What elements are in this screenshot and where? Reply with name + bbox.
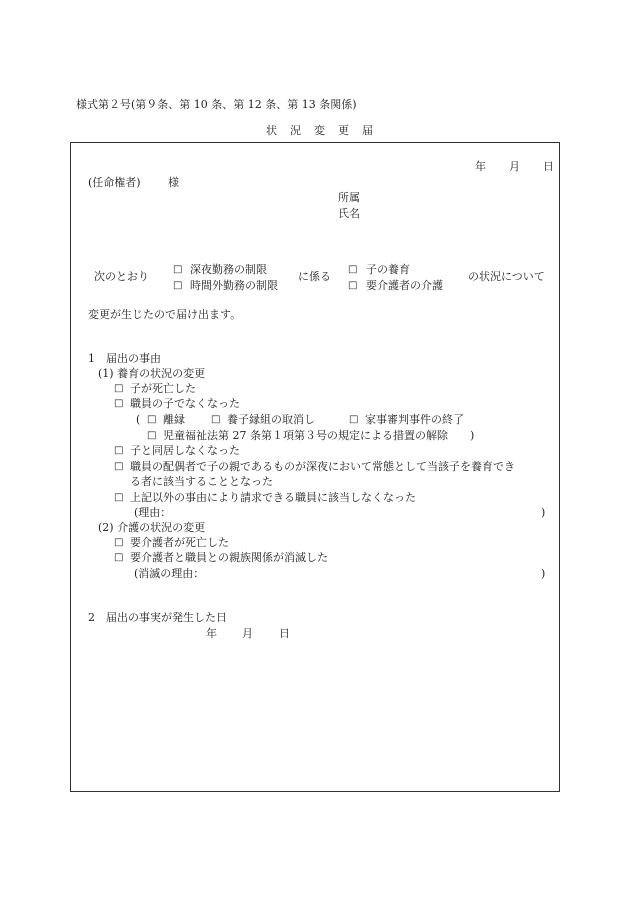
checkbox-care-recipient-died[interactable]: □ <box>114 537 124 548</box>
extinction-reason-label: (消滅の理由： <box>134 567 205 580</box>
reason-child-welfare: 児童福祉法第 27 条第１項第３号の規定による措置の解除 <box>163 429 448 442</box>
addressee-honorific: 様 <box>168 176 179 189</box>
extinction-reason-close: ) <box>541 567 546 580</box>
checkbox-divorce[interactable]: □ <box>147 414 157 425</box>
reason-adoption-cancel: 養子縁組の取消し <box>227 413 315 426</box>
reason-label: (理由： <box>134 506 172 519</box>
affiliation-label: 所属 <box>338 191 360 204</box>
section1-heading: 1 届出の事由 <box>88 352 161 365</box>
item-spouse-line2: る者に該当することとなった <box>130 475 273 488</box>
item-child-died: 子が死亡した <box>130 382 196 395</box>
checkbox-overtime-limit[interactable]: □ <box>173 280 183 291</box>
occurrence-year-label: 年 <box>206 627 217 640</box>
checkbox-not-living-together[interactable]: □ <box>114 445 124 456</box>
option-childcare: 子の養育 <box>366 263 410 276</box>
item-care-recipient-died: 要介護者が死亡した <box>130 536 229 549</box>
date-month-label: 月 <box>509 160 520 173</box>
checkbox-family-court[interactable]: □ <box>349 414 359 425</box>
checkbox-other-reason[interactable]: □ <box>114 492 124 503</box>
checkbox-child-welfare[interactable]: □ <box>147 430 157 441</box>
date-year-label: 年 <box>475 160 486 173</box>
checkbox-relationship-ended[interactable]: □ <box>114 552 124 563</box>
occurrence-month-label: 月 <box>242 627 253 640</box>
item-spouse-line1: 職員の配偶者で子の親であるものが深夜において常態として当該子を養育でき <box>130 460 515 473</box>
statement-suffix: の状況について <box>468 270 545 283</box>
statement-closing: 変更が生じたので届け出ます。 <box>88 308 242 321</box>
section2-heading: 2 届出の事実が発生した日 <box>88 611 227 624</box>
form-number: 様式第２号(第９条、第 10 条、第 12 条、第 13 条関係) <box>76 98 357 111</box>
statement-prefix: 次のとおり <box>94 270 149 283</box>
checkbox-late-night-limit[interactable]: □ <box>173 264 183 275</box>
item-not-living-together: 子と同居しなくなった <box>130 444 240 457</box>
reason-family-court: 家事審判事件の終了 <box>365 413 464 426</box>
addressee-label: (任命権者) <box>88 176 141 189</box>
reason-close: ) <box>541 506 546 519</box>
option-overtime-limit: 時間外勤務の制限 <box>190 279 278 292</box>
paren-open: ( <box>136 413 141 426</box>
sub1-heading: (1) 養育の状況の変更 <box>98 367 206 380</box>
checkbox-nursing-care[interactable]: □ <box>348 280 358 291</box>
sub2-heading: (2) 介護の状況の変更 <box>98 521 206 534</box>
option-nursing-care: 要介護者の介護 <box>366 279 443 292</box>
date-day-label: 日 <box>543 160 554 173</box>
checkbox-spouse-caring[interactable]: □ <box>114 461 124 472</box>
item-other-reason: 上記以外の事由により請求できる職員に該当しなくなった <box>130 491 416 504</box>
paren-close: ) <box>470 429 475 442</box>
checkbox-no-longer-child[interactable]: □ <box>114 398 124 409</box>
statement-connector: に係る <box>298 270 331 283</box>
checkbox-child-died[interactable]: □ <box>114 383 124 394</box>
item-relationship-ended: 要介護者と職員との親族関係が消滅した <box>130 551 328 564</box>
item-no-longer-child: 職員の子でなくなった <box>130 397 240 410</box>
occurrence-day-label: 日 <box>279 627 290 640</box>
reason-divorce: 離縁 <box>163 413 185 426</box>
option-late-night-limit: 深夜勤務の制限 <box>190 263 267 276</box>
name-label: 氏名 <box>338 207 360 220</box>
document-title: 状 況 変 更 届 <box>266 124 374 137</box>
checkbox-childcare[interactable]: □ <box>348 264 358 275</box>
checkbox-adoption-cancel[interactable]: □ <box>211 414 221 425</box>
